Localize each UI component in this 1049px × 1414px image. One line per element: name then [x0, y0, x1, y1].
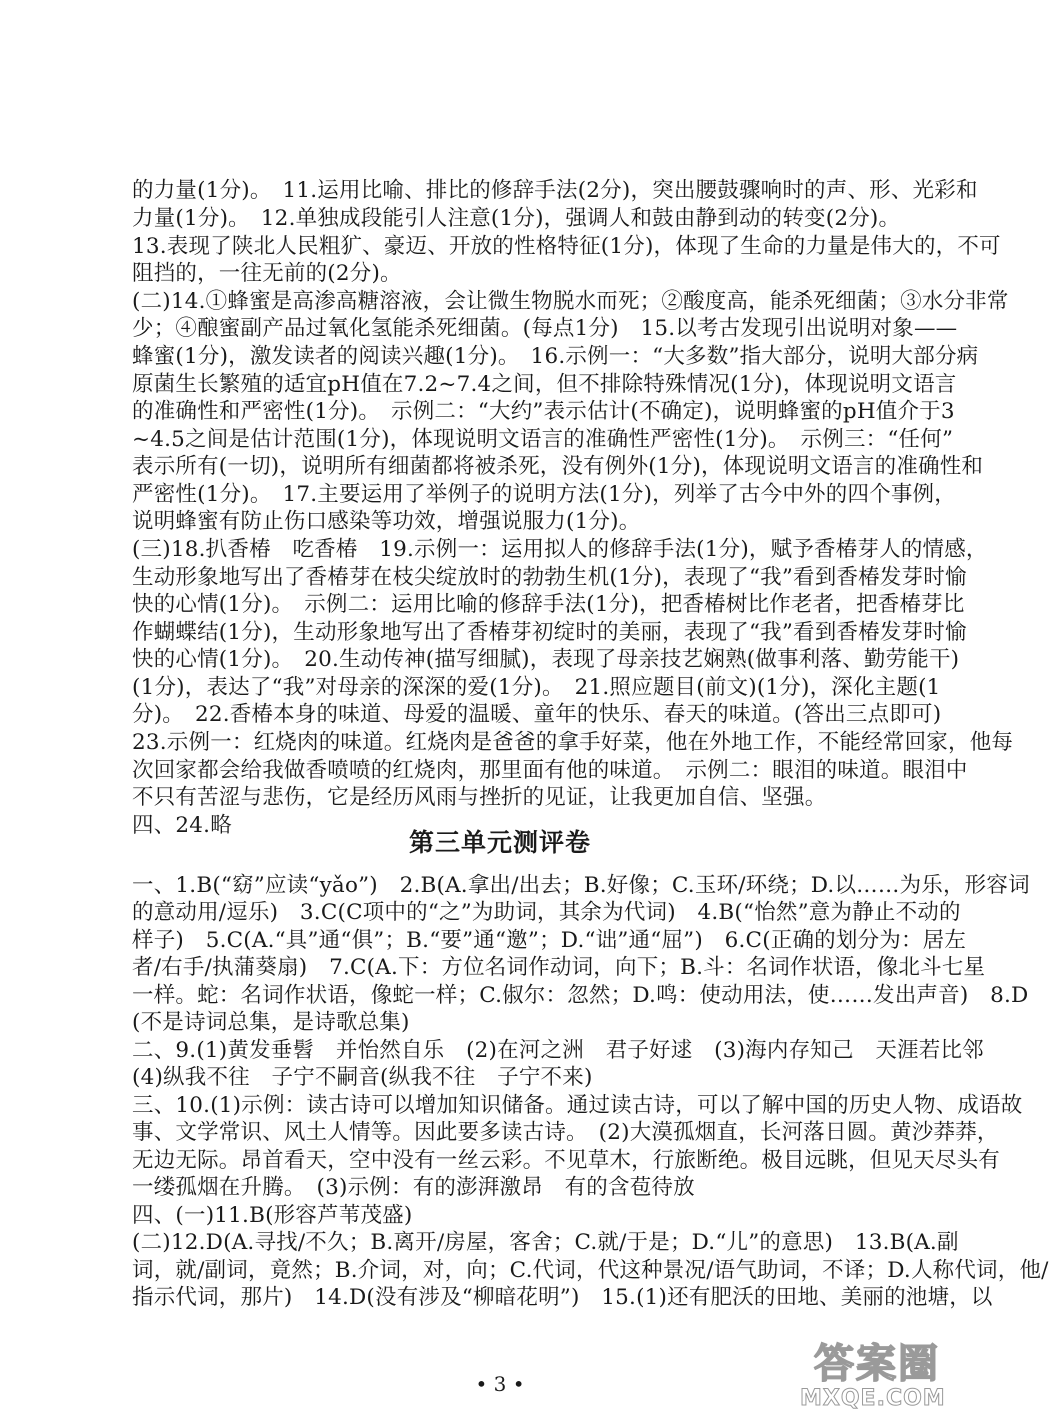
text-line: 力量(1分)。 12.单独成段能引人注意(1分)，强调人和鼓由静到动的转变(2分)。 [132, 206, 901, 231]
text-line: 不只有苦涩与悲伤，它是经历风雨与挫折的见证，让我更加自信、坚强。 [132, 785, 827, 810]
text-line: 蜂蜜(1分)，激发读者的阅读兴趣(1分)。 16.示例一：“大多数”指大部分，说明大部分病 [132, 344, 979, 369]
watermark-url: MXQE.COM [800, 1386, 946, 1411]
text-line: 一缕孤烟在升腾。 (3)示例：有的澎湃激昂 有的含苞待放 [132, 1175, 695, 1200]
text-line: 快的心情(1分)。 示例二：运用比喻的修辞手法(1分)，把香椿树比作老者，把香椿芽比 [132, 592, 965, 617]
text-line: 者/右手/执蒲葵扇) 7.C(A.下：方位名词作动词，向下；B.斗：名词作状语，像北斗七星 [132, 955, 986, 980]
text-line: (三)18.扒香椿 吃香椿 19.示例一：运用拟人的修辞手法(1分)，赋予香椿芽人的情感， [132, 537, 988, 562]
text-line: 的意动用/逗乐) 3.C(C项中的“之”为助词，其余为代词) 4.B(“怡然”意为静止不动的 [132, 900, 961, 925]
watermark-title: 答案圈 [814, 1341, 940, 1387]
watermark-logo [796, 1342, 996, 1412]
text-line: 说明蜂蜜有防止伤口感染等功效，增强说服力(1分)。 [132, 509, 641, 534]
text-line: 事、文学常识、风土人情等。因此要多读古诗。 (2)大漠孤烟直，长河落日圆。黄沙莽莽， [132, 1120, 999, 1145]
text-line: 一、1.B(“窈”应读“yǎo”) 2.B(A.拿出/出去；B.好像；C.玉环/环绕；D.以……为乐，形容词 [132, 873, 1030, 898]
text-line: (4)纵我不往 子宁不嗣音(纵我不往 子宁不来) [132, 1065, 593, 1090]
text-line: 13.表现了陕北人民粗犷、豪迈、开放的性格特征(1分)，体现了生命的力量是伟大的，不可 [132, 234, 1001, 259]
text-line: 词，就/副词，竟然；B.介词，对，向；C.代词，代这种景况/语气助词，不译；D.人称代词，他/ [132, 1258, 1049, 1283]
text-line: 作蝴蝶结(1分)，生动形象地写出了香椿芽初绽时的美丽，表现了“我”看到香椿发芽时愉 [132, 620, 967, 645]
text-line: 的准确性和严密性(1分)。 示例二：“大约”表示估计(不确定)，说明蜂蜜的pH值介于3 [132, 399, 955, 424]
text-line: (二)14.①蜂蜜是高渗高糖溶液，会让微生物脱水而死；②酸度高，能杀死细菌；③水分非常 [132, 289, 1009, 314]
text-line: (不是诗词总集，是诗歌总集) [132, 1010, 410, 1035]
text-line: 快的心情(1分)。 20.生动传神(描写细腻)，表现了母亲技艺娴熟(做事利落、勤劳能干) [132, 647, 960, 672]
text-line: 无边无际。昂首看天，空中没有一丝云彩。不见草木，行旅断绝。极目远眺，但见天尽头有 [132, 1148, 1001, 1173]
text-line: 表示所有(一切)，说明所有细菌都将被杀死，没有例外(1分)，体现说明文语言的准确性和 [132, 454, 984, 479]
text-line: 的力量(1分)。 11.运用比喻、排比的修辞手法(2分)，突出腰鼓骤响时的声、形、光彩和 [132, 178, 978, 203]
text-line: 23.示例一：红烧肉的味道。红烧肉是爸爸的拿手好菜，他在外地工作，不能经常回家，他每 [132, 730, 1014, 755]
page-number: • 3 • [475, 1372, 525, 1396]
text-line: 一样。蛇：名词作状语，像蛇一样；C.俶尔：忽然；D.鸣：使动用法，使……发出声音) 8.D [132, 983, 1029, 1008]
text-line: 严密性(1分)。 17.主要运用了举例子的说明方法(1分)，列举了古今中外的四个事例， [132, 482, 956, 507]
text-line: 阻挡的，一往无前的(2分)。 [132, 261, 402, 286]
text-line: 四、(一)11.B(形容芦苇茂盛) [132, 1203, 413, 1228]
text-line: 生动形象地写出了香椿芽在枝尖绽放时的勃勃生机(1分)，表现了“我”看到香椿发芽时愉 [132, 565, 967, 590]
text-line: 二、9.(1)黄发垂髫 并怡然自乐 (2)在河之洲 君子好逑 (3)海内存知己 天涯若比邻 [132, 1038, 984, 1063]
text-line: 三、10.(1)示例：读古诗可以增加知识储备。通过读古诗，可以了解中国的历史人物、成语故 [132, 1093, 1023, 1118]
text-line: (二)12.D(A.寻找/不久；B.离开/房屋，客舍；C.就/于是；D.“儿”的意思) 13.B(A.副 [132, 1230, 959, 1255]
text-line: 指示代词，那片) 14.D(没有涉及“柳暗花明”) 15.(1)还有肥沃的田地、美丽的池塘，以 [132, 1285, 993, 1310]
text-line: ~4.5之间是估计范围(1分)，体现说明文语言的准确性严密性(1分)。 示例三：“任何” [132, 427, 954, 452]
text-line: 分)。 22.香椿本身的味道、母爱的温暖、童年的快乐、春天的味道。(答出三点即可) [132, 702, 942, 727]
text-line: 样子) 5.C(A.“具”通“俱”；B.“要”通“邀”；D.“诎”通“屈”) 6.C(正确的划分为：居左 [132, 928, 967, 953]
section-title: 第三单元测评卷 [408, 828, 591, 857]
text-line: 四、24.略 [132, 813, 232, 838]
text-line: 原菌生长繁殖的适宜pH值在7.2~7.4之间，但不排除特殊情况(1分)，体现说明文语言 [132, 372, 957, 397]
text-line: 少；④酿蜜副产品过氧化氢能杀死细菌。(每点1分) 15.以考古发现引出说明对象—— [132, 316, 958, 341]
text-line: (1分)，表达了“我”对母亲的深深的爱(1分)。 21.照应题目(前文)(1分)，深化主题(1 [132, 675, 941, 700]
text-line: 次回家都会给我做香喷喷的红烧肉，那里面有他的味道。 示例二：眼泪的味道。眼泪中 [132, 758, 968, 783]
